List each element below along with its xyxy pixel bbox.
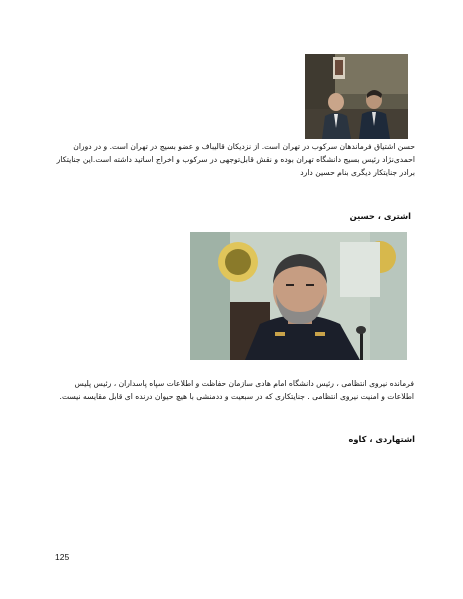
photo-two-men bbox=[305, 54, 408, 139]
biography-paragraph-1: حسن اشتیاق فرماندهان سرکوب در تهران است. از نزدیکان قالیباف و عضو بسیج در تهران است. و در دوران احمدی‌نژاد رئیس بسیج دانشگاه تهران بوده و نقش قابل‌توجهی در سرکوب و اخراج اساتید داشته است.این جنایتکار برادر جنایتکار دیگری بنام حسین دارد bbox=[56, 142, 415, 177]
page-number: 125 bbox=[55, 552, 70, 562]
photo-police-commander bbox=[190, 232, 407, 360]
biography-paragraph-2: فرمانده نیروی انتظامی ، رئیس دانشگاه امام هادی سازمان حفاظت و اطلاعات سپاه پاسداران ، رئیس پلیس اطلاعات و امنیت نیروی انتظامی . جنایتکاری که در سبعیت و ددمنشی با هیچ حیوان درنده ای قابل مقایسه نیست. bbox=[59, 379, 414, 401]
name-heading-ashtari: اشتری ، حسین bbox=[349, 211, 411, 221]
name-heading-eshtehardi: اشتهاردی ، کاوه bbox=[348, 434, 415, 444]
